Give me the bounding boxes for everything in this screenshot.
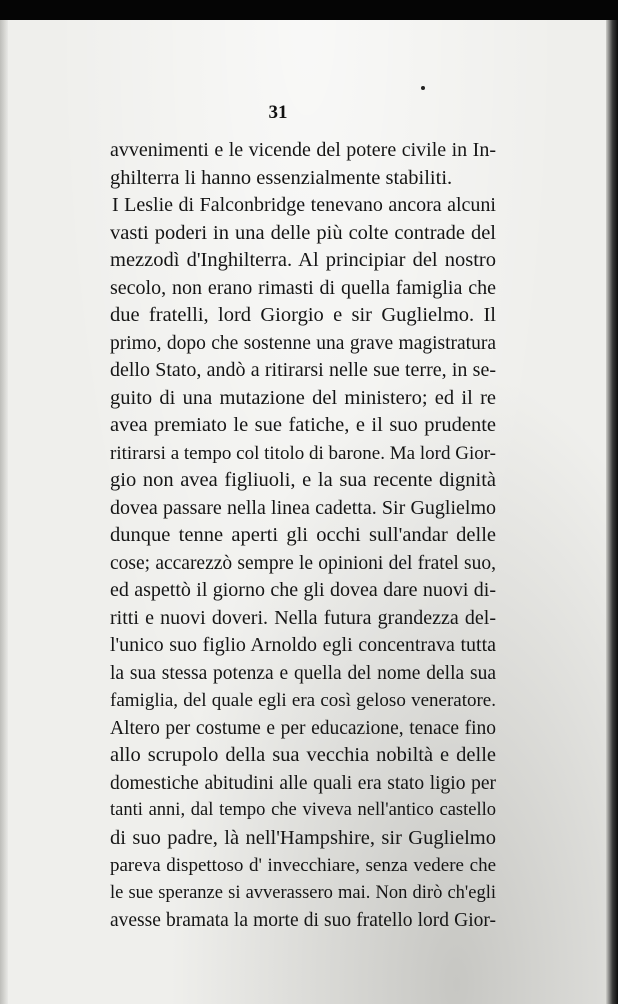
text-line: avea premiato le sue fatiche, e il suo prudente <box>110 414 496 436</box>
text-line: guito di una mutazione del ministero; ed il re <box>110 386 496 409</box>
text-line: pareva dispettoso d' invecchiare, senza vedere che <box>110 855 496 876</box>
book-page <box>8 20 606 1004</box>
text-line: cose; accarezzò sempre le opinioni del fratel suo, <box>110 552 496 574</box>
text-line: tanti anni, dal tempo che viveva nell'antico castello <box>110 800 496 820</box>
text-line: ghilterra li hanno essenzialmente stabiliti. <box>110 166 453 189</box>
scan-top-border <box>0 0 618 20</box>
text-line: vasti poderi in una delle più colte contrade del <box>110 221 496 244</box>
text-line: ritirarsi a tempo col titolo di barone. Ma lord Gior- <box>110 442 496 464</box>
text-line: mezzodì d'Inghilterra. Al principiar del nostro <box>110 249 496 271</box>
text-line: avvenimenti e le vicende del potere civile in In- <box>110 139 496 161</box>
text-line: ed aspettò il giorno che gli dovea dare nuovi di- <box>110 579 496 601</box>
scan-right-edge <box>606 20 618 1004</box>
text-line: la sua stessa potenza e quella del nome della sua <box>110 662 496 684</box>
text-line: allo scrupolo della sua vecchia nobiltà e delle <box>110 744 496 766</box>
body-text <box>110 137 496 935</box>
text-line: ritti e nuovi doveri. Nella futura grandezza del- <box>110 606 496 629</box>
text-line: dovea passare nella linea cadetta. Sir Guglielmo <box>110 496 496 519</box>
text-line: secolo, non erano rimasti di quella famiglia che <box>110 276 496 299</box>
scan-left-edge <box>0 20 8 1004</box>
text-line: gio non avea figliuoli, e la sua recente dignità <box>110 469 496 491</box>
text-line: di suo padre, là nell'Hampshire, sir Guglielmo <box>110 826 496 849</box>
text-line: le sue speranze si avverassero mai. Non dirò ch'egli <box>110 882 496 903</box>
text-line: primo, dopo che sostenne una grave magistratura <box>110 332 496 354</box>
text-line: dello Stato, andò a ritirarsi nelle sue terre, in se- <box>110 359 496 381</box>
ink-speck <box>421 86 425 90</box>
text-line: I Leslie di Falconbridge tenevano ancora alcuni <box>112 194 496 216</box>
text-line: due fratelli, lord Giorgio e sir Guglielmo. Il <box>110 304 496 326</box>
text-line: l'unico suo figlio Arnoldo egli concentrava tutta <box>110 634 496 656</box>
text-line: domestiche abitudini alle quali era stato ligio per <box>110 772 496 794</box>
text-line: avesse bramata la morte di suo fratello lord Gior- <box>110 910 496 931</box>
text-line: dunque tenne aperti gli occhi sull'andar delle <box>110 524 496 546</box>
text-line: Altero per costume e per educazione, tenace fino <box>110 717 496 739</box>
page-number: 31 <box>268 102 288 123</box>
text-line: famiglia, del quale egli era così geloso veneratore. <box>110 690 496 711</box>
